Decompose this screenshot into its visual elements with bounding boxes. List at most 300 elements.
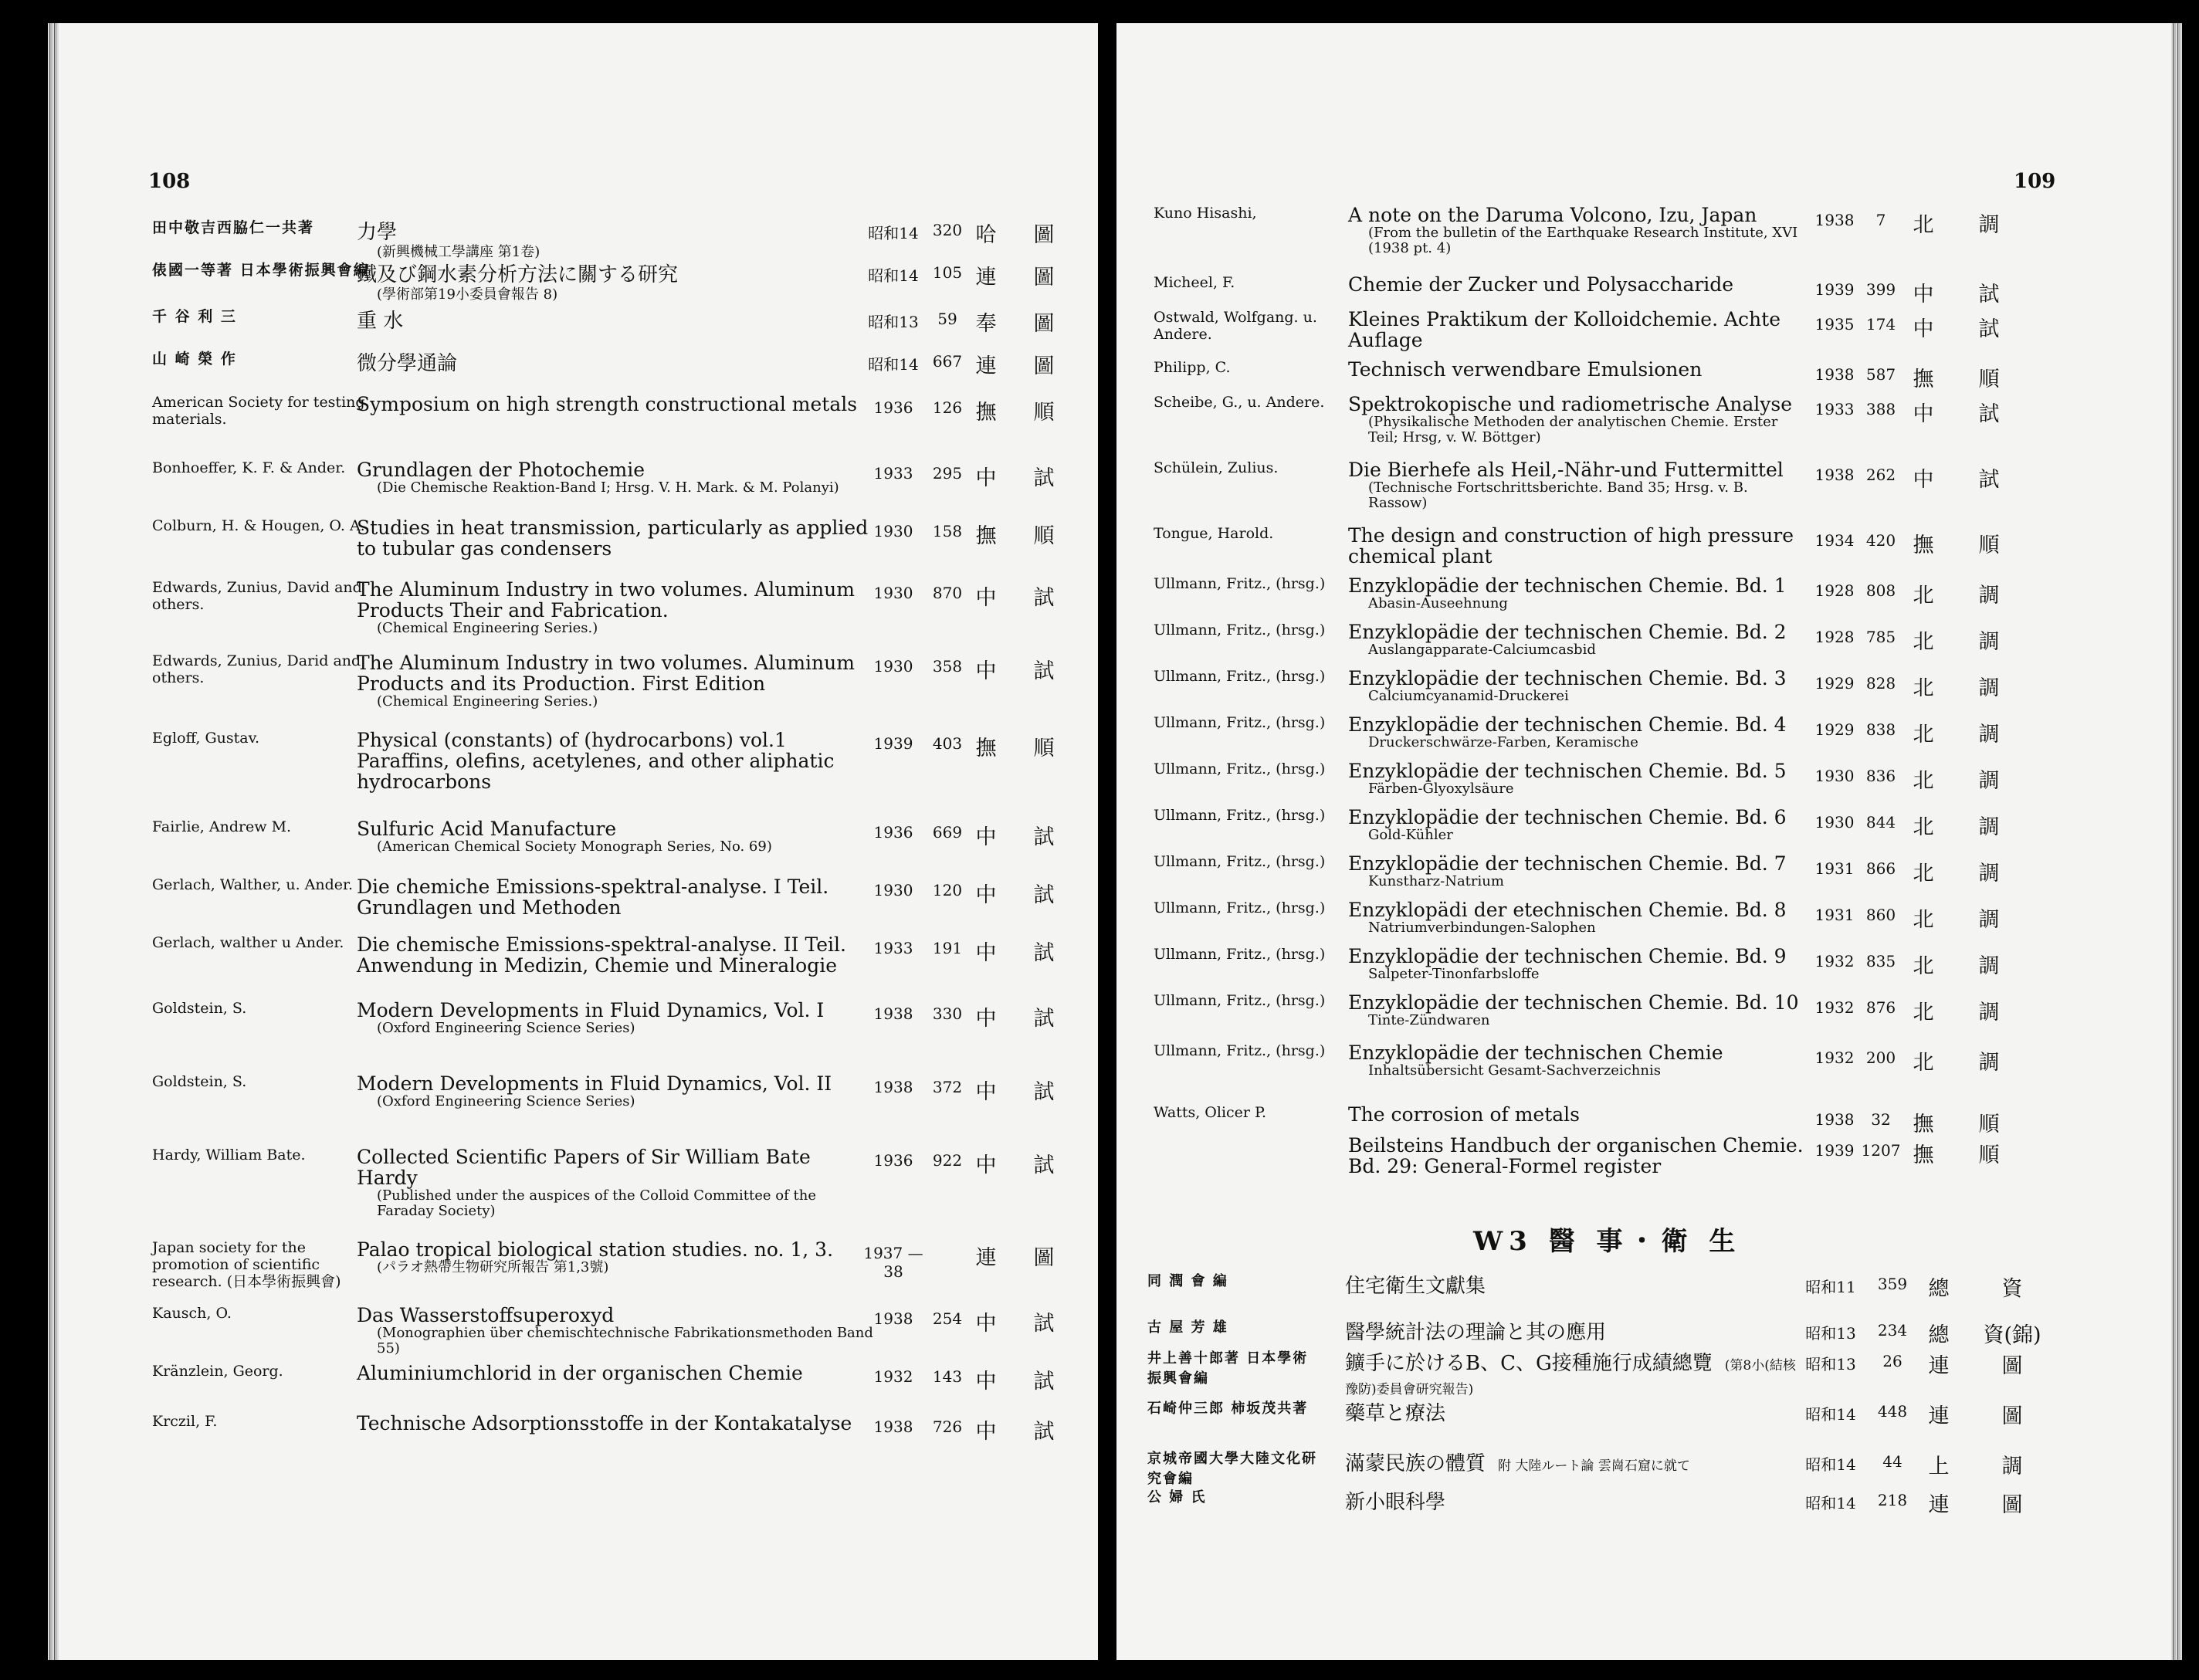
entry-type: 試 bbox=[1033, 1007, 1055, 1031]
entry-type: 試 bbox=[1033, 586, 1055, 610]
entry-title bbox=[357, 1413, 874, 1434]
entry-title-text: Technisch verwendbare Emulsionen bbox=[1348, 358, 1703, 381]
entry-pages: 726 bbox=[932, 1418, 963, 1436]
entry-title-text: The Aluminum Industry in two volumes. Aluminum Products and its Production. First Edition bbox=[357, 652, 855, 695]
entry-year: 昭和13 bbox=[1805, 1355, 1856, 1373]
entry-type: 試 bbox=[1033, 1153, 1055, 1177]
entry-pages: 403 bbox=[932, 734, 963, 753]
entry-title bbox=[1348, 807, 1804, 843]
entry-title bbox=[1348, 274, 1804, 295]
entry-year: 1939 bbox=[873, 734, 913, 753]
entry-subtitle: Calciumcyanamid-Druckerei bbox=[1368, 688, 1569, 704]
entry-year: 昭和14 bbox=[868, 224, 919, 242]
entry-author: Ullmann, Fritz., (hrsg.) bbox=[1154, 807, 1326, 824]
entry-year: 1930 bbox=[873, 881, 913, 899]
entry-type: 圖 bbox=[1033, 266, 1055, 290]
entry-title bbox=[357, 517, 874, 559]
entry-year: 1938 bbox=[1814, 211, 1855, 229]
entry-type: 順 bbox=[1978, 533, 2000, 557]
entry-title-text: Enzyklopädie der technischen Chemie. Bd. 10 bbox=[1348, 991, 1799, 1014]
entry-pages: 876 bbox=[1865, 998, 1896, 1017]
entry-title bbox=[1348, 1135, 1804, 1177]
entry-pages: 234 bbox=[1877, 1321, 1908, 1340]
entry-type: 圖 bbox=[2001, 1493, 2023, 1517]
entry-title bbox=[1348, 309, 1804, 351]
entry-author: Egloff, Gustav. bbox=[152, 730, 260, 747]
entry-location: 撫 bbox=[1913, 1113, 1934, 1136]
entry-year: 1938 bbox=[1814, 365, 1855, 384]
entry-title bbox=[1348, 359, 1804, 380]
entry-title-text: Die chemische Emissions-spektral-analyse. II Teil. Anwendung in Medizin, Chemie und Mineralogie bbox=[357, 933, 846, 977]
entry-author: Tongue, Harold. bbox=[1154, 525, 1274, 542]
entry-title-text: Aluminiumchlorid in der organischen Chemie bbox=[357, 1362, 803, 1384]
entry-title bbox=[1345, 1270, 1808, 1299]
entry-subtitle: Kunstharz-Natrium bbox=[1368, 873, 1504, 889]
entry-author: Kausch, O. bbox=[152, 1305, 232, 1322]
entry-title bbox=[357, 259, 874, 303]
entry-location: 中 bbox=[975, 1080, 997, 1104]
entry-pages: 448 bbox=[1877, 1402, 1908, 1421]
entry-title-text: Enzyklopädie der technischen Chemie. Bd. 5 bbox=[1348, 760, 1787, 782]
entry-location: 撫 bbox=[1913, 1143, 1934, 1167]
entry-type: 順 bbox=[1978, 368, 2000, 391]
entry-type: 調 bbox=[1978, 676, 2000, 700]
entry-pages: 358 bbox=[932, 657, 963, 676]
entry-year: 1931 bbox=[1814, 906, 1855, 924]
entry-subtitle: (Technische Fortschrittsberichte. Band 35; Hrsg. v. B. Rassow) bbox=[1368, 479, 1748, 511]
entry-year: 1930 bbox=[1814, 813, 1855, 832]
entry-author: Ullmann, Fritz., (hrsg.) bbox=[1154, 714, 1326, 731]
entry-author: 同 潤 會 編 bbox=[1147, 1273, 1228, 1289]
entry-type: 試 bbox=[1033, 466, 1055, 490]
entry-pages: 218 bbox=[1877, 1491, 1908, 1509]
entry-type: 試 bbox=[1033, 1312, 1055, 1336]
entry-subtitle: Salpeter-Tinonfarbsloffe bbox=[1368, 966, 1540, 982]
entry-title bbox=[357, 1305, 874, 1357]
entry-year: 1938 bbox=[873, 1418, 913, 1436]
entry-title-text: Enzyklopädie der technischen Chemie. Bd. 7 bbox=[1348, 852, 1787, 875]
entry-author: 山 崎 榮 作 bbox=[152, 351, 237, 368]
entry-location: 中 bbox=[975, 1370, 997, 1394]
entry-location: 總 bbox=[1928, 1277, 1950, 1301]
entry-author: Ullmann, Fritz., (hrsg.) bbox=[1154, 853, 1326, 870]
entry-type: 資 bbox=[2001, 1277, 2023, 1301]
entry-type: 調 bbox=[1978, 584, 2000, 608]
entry-pages: 26 bbox=[1882, 1352, 1903, 1370]
entry-location: 總 bbox=[1928, 1323, 1950, 1347]
entry-title-text: The corrosion of metals bbox=[1348, 1103, 1580, 1126]
entry-author: 井上善十郎著 日本學術振興會編 bbox=[1147, 1350, 1309, 1387]
entry-title bbox=[357, 347, 874, 376]
entry-type: 試 bbox=[1978, 468, 2000, 492]
entry-pages: 785 bbox=[1865, 628, 1896, 646]
page-edge bbox=[2171, 23, 2182, 1660]
entry-location: 北 bbox=[1913, 954, 1934, 978]
entry-pages: 174 bbox=[1865, 315, 1896, 334]
entry-title bbox=[1345, 1448, 1808, 1476]
entry-subtitle: (新興機械工學講座 第1卷) bbox=[377, 244, 540, 260]
entry-author: Bonhoeffer, K. F. & Ander. bbox=[152, 459, 346, 476]
entry-subtitle: Abasin-Auseehnung bbox=[1368, 595, 1508, 611]
entry-location: 北 bbox=[1913, 630, 1934, 654]
entry-pages: 838 bbox=[1865, 720, 1896, 739]
entry-title bbox=[1348, 992, 1804, 1028]
entry-pages: 844 bbox=[1865, 813, 1896, 832]
entry-pages: 808 bbox=[1865, 581, 1896, 600]
entry-type: 調 bbox=[1978, 213, 2000, 237]
entry-location: 北 bbox=[1913, 584, 1934, 608]
entry-title bbox=[1348, 668, 1804, 704]
entry-location: 北 bbox=[1913, 1001, 1934, 1025]
entry-location: 連 bbox=[1928, 1404, 1950, 1428]
entry-title bbox=[357, 1000, 874, 1036]
entry-title-text: Modern Developments in Fluid Dynamics, Vol. I bbox=[357, 999, 825, 1021]
entry-title-text: Collected Scientific Papers of Sir William Bate Hardy bbox=[357, 1146, 811, 1189]
entry-title-text: 微分學通論 bbox=[357, 352, 458, 375]
entry-author: Ullmann, Fritz., (hrsg.) bbox=[1154, 668, 1326, 685]
entry-title-text: 藥草と療法 bbox=[1345, 1402, 1446, 1425]
entry-title-text: Kleines Praktikum der Kolloidchemie. Achte Auflage bbox=[1348, 308, 1781, 351]
entry-pages: 836 bbox=[1865, 767, 1896, 785]
entry-location: 北 bbox=[1913, 676, 1934, 700]
entry-location: 中 bbox=[975, 1007, 997, 1031]
entry-year: 1928 bbox=[1814, 628, 1855, 646]
entry-type: 資(錦) bbox=[1983, 1323, 2041, 1347]
entry-year: 1930 bbox=[873, 657, 913, 676]
entry-title-text: Die Bierhefe als Heil,-Nähr-und Futtermittel bbox=[1348, 459, 1784, 481]
entry-year: 1933 bbox=[873, 464, 913, 483]
entry-subtitle: (パラオ熱帶生物研究所報告 第1,3號) bbox=[377, 1259, 609, 1275]
entry-author: Ullmann, Fritz., (hrsg.) bbox=[1154, 1042, 1326, 1059]
entry-title-text: Technische Adsorptionsstoffe in der Kontakatalyse bbox=[357, 1412, 852, 1434]
entry-year: 昭和11 bbox=[1805, 1278, 1856, 1296]
entry-title-text: 力學 bbox=[357, 221, 398, 244]
entry-pages: 587 bbox=[1865, 365, 1896, 384]
entry-title-text: Enzyklopädi der etechnischen Chemie. Bd. 8 bbox=[1348, 899, 1787, 921]
entry-location: 連 bbox=[975, 266, 997, 290]
entry-location: 上 bbox=[1928, 1455, 1950, 1478]
entry-pages: 399 bbox=[1865, 280, 1896, 299]
entry-type: 試 bbox=[1033, 659, 1055, 683]
entry-title-text: Modern Developments in Fluid Dynamics, Vol. II bbox=[357, 1072, 832, 1095]
entry-title bbox=[1345, 1316, 1808, 1345]
entry-title-text: The Aluminum Industry in two volumes. Aluminum Products Their and Fabrication. bbox=[357, 578, 855, 622]
entry-title bbox=[357, 305, 874, 334]
entry-subtitle: (American Chemical Society Monograph Series, No. 69) bbox=[377, 838, 772, 855]
entry-title-text: 鑛手に於けるB、C、G接種施行成績總覽 bbox=[1345, 1352, 1713, 1375]
entry-pages: 372 bbox=[932, 1078, 963, 1096]
entry-title bbox=[357, 216, 874, 260]
entry-pages: 330 bbox=[932, 1004, 963, 1023]
entry-year: 1938 bbox=[1814, 1110, 1855, 1129]
entry-location: 撫 bbox=[975, 401, 997, 425]
entry-year: 1932 bbox=[873, 1367, 913, 1386]
entry-year: 昭和13 bbox=[868, 313, 919, 331]
entry-pages: 254 bbox=[932, 1309, 963, 1328]
entry-author: Kuno Hisashi, bbox=[1154, 205, 1257, 222]
entry-subtitle: (From the bulletin of the Earthquake Research Institute, XVI (1938 pt. 4) bbox=[1368, 225, 1798, 256]
entry-type: 調 bbox=[1978, 954, 2000, 978]
entry-location: 連 bbox=[975, 1246, 997, 1270]
entry-location: 中 bbox=[1913, 402, 1934, 426]
entry-title-text: Physical (constants) of (hydrocarbons) vol.1 Paraffins, olefins, acetylenes, and other aliphatic hydrocarbons bbox=[357, 729, 835, 793]
entry-pages: 420 bbox=[1865, 531, 1896, 550]
entry-type: 圖 bbox=[1033, 312, 1055, 336]
entry-location: 撫 bbox=[975, 737, 997, 760]
entry-title bbox=[357, 579, 874, 636]
entry-location: 中 bbox=[975, 1153, 997, 1177]
entry-title bbox=[1348, 205, 1804, 256]
entry-year: 1936 bbox=[873, 823, 913, 842]
entry-title bbox=[1345, 1347, 1808, 1399]
entry-author: Philipp, C. bbox=[1154, 359, 1231, 376]
entry-subtitle: Gold-Kühler bbox=[1368, 827, 1453, 843]
page-number: 108 bbox=[148, 170, 191, 193]
entry-author: Watts, Olicer P. bbox=[1154, 1104, 1267, 1121]
entry-author: 千 谷 利 三 bbox=[152, 308, 237, 325]
entry-author: Ostwald, Wolfgang. u. Andere. bbox=[1154, 309, 1317, 343]
entry-author: 石崎仲三郎 柿坂茂共著 bbox=[1147, 1401, 1309, 1417]
entry-location: 連 bbox=[1928, 1493, 1950, 1517]
entry-title bbox=[1348, 575, 1804, 611]
entry-location: 奉 bbox=[975, 312, 997, 336]
entry-type: 調 bbox=[1978, 1001, 2000, 1025]
section-heading: W3 醫 事・衛 生 bbox=[1473, 1226, 1742, 1257]
entry-year: 1938 bbox=[1814, 466, 1855, 484]
entry-location: 北 bbox=[1913, 908, 1934, 932]
entry-pages: 32 bbox=[1871, 1110, 1891, 1129]
entry-author: Krczil, F. bbox=[152, 1413, 218, 1430]
entry-subtitle: (Die Chemische Reaktion-Band I; Hrsg. V. H. Mark. & M. Polanyi) bbox=[377, 479, 839, 496]
entry-type: 圖 bbox=[2001, 1404, 2023, 1428]
entry-title-text: Das Wasserstoffsuperoxyd bbox=[357, 1304, 615, 1326]
entry-location: 中 bbox=[1913, 468, 1934, 492]
entry-note: 附 大陸ルート論 雲崗石窟に就て bbox=[1498, 1458, 1690, 1474]
entry-title bbox=[1348, 714, 1804, 750]
entry-title bbox=[357, 1363, 874, 1384]
entry-pages: 860 bbox=[1865, 906, 1896, 924]
entry-year: 1938 bbox=[873, 1004, 913, 1023]
entry-pages: 200 bbox=[1865, 1048, 1896, 1067]
entry-subtitle: (學術部第19小委員會報告 8) bbox=[377, 286, 558, 303]
entry-type: 調 bbox=[1978, 769, 2000, 793]
entry-type: 調 bbox=[1978, 723, 2000, 747]
entry-year: 1933 bbox=[1814, 400, 1855, 418]
entry-title-text: Beilsteins Handbuch der organischen Chemie. Bd. 29: General-Formel register bbox=[1348, 1134, 1804, 1177]
entry-year: 1933 bbox=[873, 939, 913, 957]
entry-year: 1936 bbox=[873, 398, 913, 417]
entry-title-text: Studies in heat transmission, particularly as applied to tubular gas condensers bbox=[357, 517, 869, 560]
entry-year: 昭和14 bbox=[868, 355, 919, 374]
entry-type: 圖 bbox=[2001, 1354, 2023, 1378]
entry-subtitle: Inhaltsübersicht Gesamt-Sachverzeichnis bbox=[1368, 1062, 1661, 1079]
entry-year: 1930 bbox=[873, 522, 913, 540]
entry-title-text: Chemie der Zucker und Polysaccharide bbox=[1348, 273, 1734, 296]
entry-year: 1934 bbox=[1814, 531, 1855, 550]
entry-pages: 835 bbox=[1865, 952, 1896, 970]
entry-author: Gerlach, walther u Ander. bbox=[152, 934, 344, 951]
entry-title bbox=[357, 876, 874, 918]
entry-author: Ullmann, Fritz., (hrsg.) bbox=[1154, 575, 1326, 592]
entry-author: 俵國一等著 日本學術振興會編 bbox=[152, 262, 370, 279]
entry-author: Ullmann, Fritz., (hrsg.) bbox=[1154, 622, 1326, 638]
entry-pages: 191 bbox=[932, 939, 963, 957]
entry-title-text: Sulfuric Acid Manufacture bbox=[357, 818, 617, 840]
entry-type: 試 bbox=[1033, 1420, 1055, 1444]
entry-pages: 669 bbox=[932, 823, 963, 842]
entry-type: 圖 bbox=[1033, 1246, 1055, 1270]
entry-year: 昭和14 bbox=[1805, 1455, 1856, 1474]
entry-title bbox=[357, 652, 874, 710]
entry-location: 中 bbox=[975, 1420, 997, 1444]
entry-year: 昭和14 bbox=[1805, 1494, 1856, 1512]
entry-author: Ullmann, Fritz., (hrsg.) bbox=[1154, 760, 1326, 777]
entry-note: (第8小(結核豫防)委員會研究報告) bbox=[1345, 1358, 1796, 1397]
entry-pages: 866 bbox=[1865, 859, 1896, 878]
entry-subtitle: Druckerschwärze-Farben, Keramische bbox=[1368, 734, 1638, 750]
entry-title-text: 鐵及び鋼水素分析方法に關する研究 bbox=[357, 263, 679, 286]
entry-type: 試 bbox=[1033, 825, 1055, 849]
entry-pages: 44 bbox=[1882, 1452, 1903, 1471]
entry-author: Hardy, William Bate. bbox=[152, 1147, 306, 1163]
entry-type: 試 bbox=[1978, 283, 2000, 307]
entry-location: 撫 bbox=[1913, 533, 1934, 557]
entry-title-text: 滿蒙民族の體質 bbox=[1345, 1452, 1486, 1475]
entry-year: 1929 bbox=[1814, 674, 1855, 693]
entry-type: 圖 bbox=[1033, 354, 1055, 378]
entry-location: 中 bbox=[975, 1312, 997, 1336]
entry-year: 1932 bbox=[1814, 998, 1855, 1017]
entry-title bbox=[357, 730, 874, 792]
entry-author: 公 婦 氏 bbox=[1147, 1489, 1207, 1506]
entry-year: 1928 bbox=[1814, 581, 1855, 600]
entry-author: Schülein, Zulius. bbox=[1154, 459, 1279, 476]
entry-title-text: Spektrokopische und radiometrische Analyse bbox=[1348, 393, 1793, 415]
entry-title-text: Enzyklopädie der technischen Chemie. Bd. 4 bbox=[1348, 713, 1787, 736]
entry-author: 京城帝國大學大陸文化研究會編 bbox=[1147, 1451, 1317, 1487]
entry-subtitle: Auslangapparate-Calciumcasbid bbox=[1368, 642, 1596, 658]
entry-type: 調 bbox=[1978, 630, 2000, 654]
entry-pages: 126 bbox=[932, 398, 963, 417]
entry-author: Fairlie, Andrew M. bbox=[152, 818, 292, 835]
entry-title-text: Palao tropical biological station studies. no. 1, 3. bbox=[357, 1238, 834, 1261]
entry-year: 1932 bbox=[1814, 952, 1855, 970]
entry-subtitle: (Chemical Engineering Series.) bbox=[377, 693, 598, 710]
entry-pages: 1207 bbox=[1861, 1141, 1901, 1160]
entry-title-text: Symposium on high strength constructional metals bbox=[357, 393, 858, 415]
entry-location: 中 bbox=[975, 466, 997, 490]
entry-author: Kränzlein, Georg. bbox=[152, 1363, 283, 1380]
entry-title bbox=[1348, 394, 1804, 445]
entry-location: 中 bbox=[975, 883, 997, 907]
entry-location: 中 bbox=[975, 941, 997, 965]
entry-author: Edwards, Zunius, Darid and others. bbox=[152, 652, 361, 686]
entry-pages: 388 bbox=[1865, 400, 1896, 418]
entry-location: 哈 bbox=[975, 223, 997, 247]
entry-year: 1938 bbox=[873, 1309, 913, 1328]
entry-subtitle: (Oxford Engineering Science Series) bbox=[377, 1020, 635, 1036]
entry-pages: 158 bbox=[932, 522, 963, 540]
entry-location: 撫 bbox=[1913, 368, 1934, 391]
entry-title-text: Enzyklopädie der technischen Chemie. Bd. 9 bbox=[1348, 945, 1787, 967]
entry-author: 田中敬吉西脇仁一共著 bbox=[152, 219, 315, 236]
entry-location: 中 bbox=[975, 659, 997, 683]
entry-author: Colburn, H. & Hougen, O. A. bbox=[152, 517, 365, 534]
entry-type: 圖 bbox=[1033, 223, 1055, 247]
entry-title bbox=[357, 394, 874, 415]
entry-year: 1939 bbox=[1814, 1141, 1855, 1160]
entry-title bbox=[357, 934, 874, 976]
entry-location: 撫 bbox=[975, 524, 997, 548]
entry-author: Goldstein, S. bbox=[152, 1073, 247, 1090]
entry-title bbox=[1348, 1104, 1804, 1125]
entry-author: Ullmann, Fritz., (hrsg.) bbox=[1154, 992, 1326, 1009]
entry-title bbox=[1348, 760, 1804, 797]
entry-title-text: Enzyklopädie der technischen Chemie. Bd. 2 bbox=[1348, 621, 1787, 643]
entry-title bbox=[1348, 525, 1804, 567]
entry-location: 連 bbox=[1928, 1354, 1950, 1378]
entry-title bbox=[357, 818, 874, 855]
entry-year: 1935 bbox=[1814, 315, 1855, 334]
entry-type: 順 bbox=[1978, 1143, 2000, 1167]
entry-title-text: 新小眼科學 bbox=[1345, 1491, 1446, 1514]
entry-type: 調 bbox=[2001, 1455, 2023, 1478]
entry-title bbox=[357, 459, 874, 496]
entry-author: Ullmann, Fritz., (hrsg.) bbox=[1154, 946, 1326, 963]
page-edge bbox=[48, 23, 59, 1660]
entry-year: 1936 bbox=[873, 1151, 913, 1170]
entry-location: 中 bbox=[975, 825, 997, 849]
entry-pages: 828 bbox=[1865, 674, 1896, 693]
entry-pages: 120 bbox=[932, 881, 963, 899]
entry-type: 試 bbox=[1033, 883, 1055, 907]
entry-subtitle: Tinte-Zündwaren bbox=[1368, 1012, 1490, 1028]
page-number: 109 bbox=[2014, 170, 2056, 193]
entry-title-text: Die chemiche Emissions-spektral-analyse. I Teil. Grundlagen und Methoden bbox=[357, 876, 829, 919]
entry-type: 順 bbox=[1033, 401, 1055, 425]
entry-title bbox=[1348, 1042, 1804, 1079]
entry-pages: 870 bbox=[932, 584, 963, 602]
entry-year: 昭和14 bbox=[1805, 1405, 1856, 1424]
entry-author: 古 屋 芳 雄 bbox=[1147, 1319, 1228, 1336]
entry-subtitle: (Published under the auspices of the Colloid Committee of the Faraday Society) bbox=[377, 1187, 816, 1219]
left-page bbox=[48, 23, 1098, 1660]
entry-author: Goldstein, S. bbox=[152, 1000, 247, 1017]
entry-type: 調 bbox=[1978, 908, 2000, 932]
entry-subtitle: Natriumverbindungen-Salophen bbox=[1368, 920, 1596, 936]
entry-type: 順 bbox=[1033, 737, 1055, 760]
entry-title-text: Enzyklopädie der technischen Chemie bbox=[1348, 1042, 1723, 1064]
entry-year: 1938 bbox=[873, 1078, 913, 1096]
entry-subtitle: (Chemical Engineering Series.) bbox=[377, 620, 598, 636]
entry-year: 1930 bbox=[1814, 767, 1855, 785]
entry-title-text: Enzyklopädie der technischen Chemie. Bd. 3 bbox=[1348, 667, 1787, 689]
entry-pages: 59 bbox=[937, 310, 957, 328]
entry-year: 1932 bbox=[1814, 1048, 1855, 1067]
entry-author: Japan society for the promotion of scientific research. (日本學術振興會) bbox=[152, 1239, 341, 1290]
entry-pages: 7 bbox=[1875, 211, 1886, 229]
entry-type: 調 bbox=[1978, 815, 2000, 839]
entry-subtitle: Färben-Glyoxylsäure bbox=[1368, 781, 1514, 797]
entry-title bbox=[1345, 1397, 1808, 1426]
entry-type: 試 bbox=[1978, 402, 2000, 426]
entry-subtitle: (Oxford Engineering Science Series) bbox=[377, 1093, 635, 1109]
entry-pages: 667 bbox=[932, 352, 963, 371]
entry-title-text: 住宅衛生文獻集 bbox=[1345, 1275, 1486, 1298]
entry-location: 北 bbox=[1913, 862, 1934, 886]
entry-title bbox=[1348, 459, 1804, 511]
entry-location: 北 bbox=[1913, 1051, 1934, 1075]
